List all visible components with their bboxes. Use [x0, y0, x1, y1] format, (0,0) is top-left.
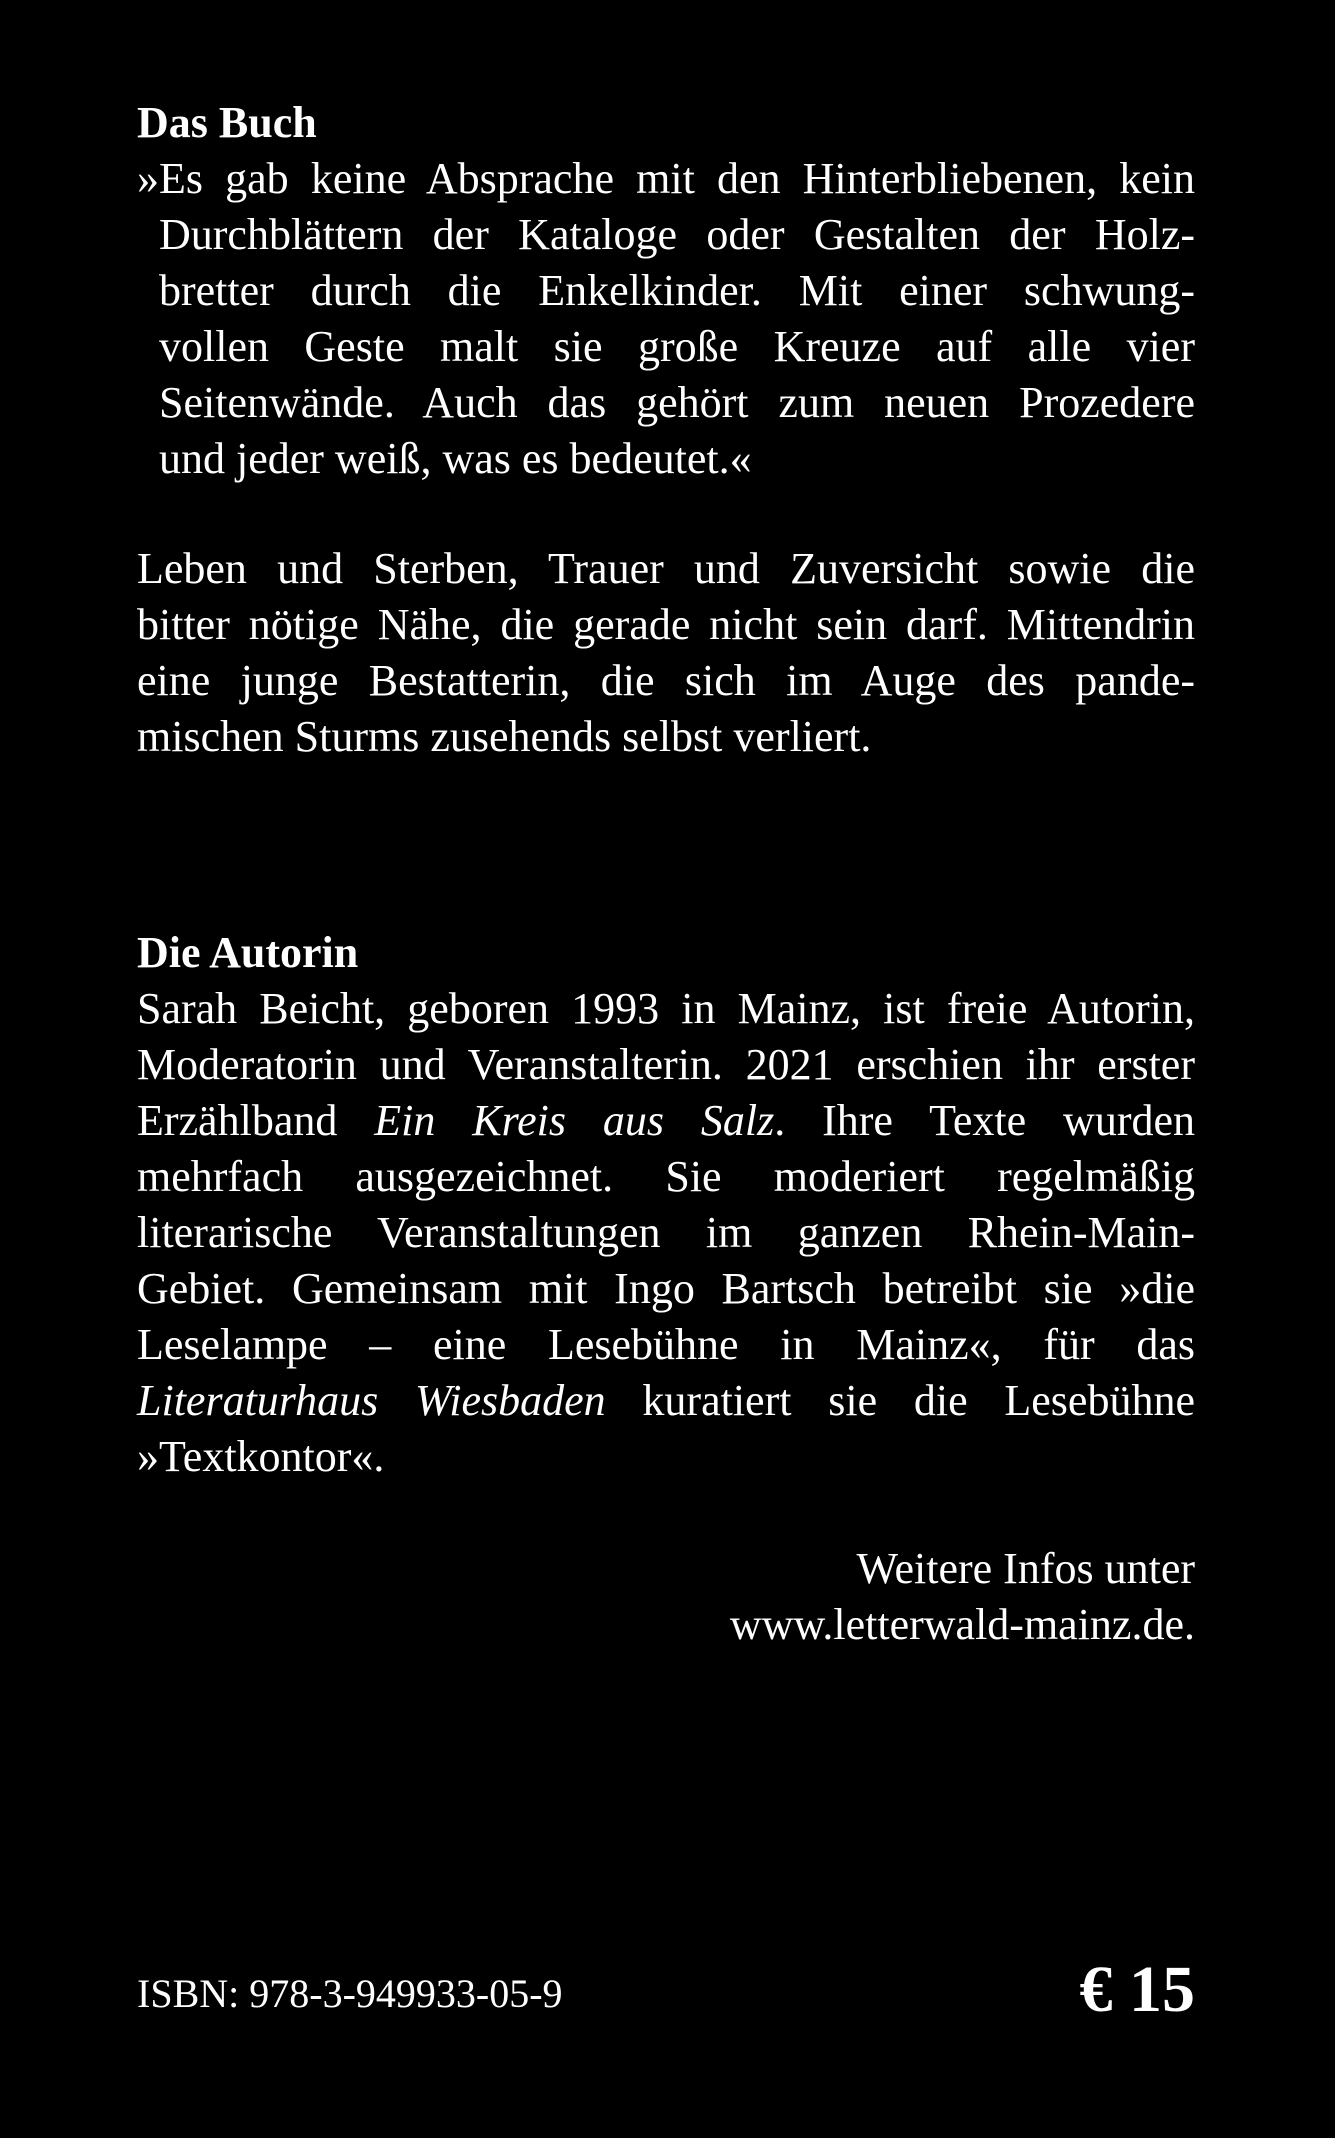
quote-line-2: Durchblättern der Kataloge oder Gestalten der Holz-	[159, 210, 1195, 259]
more-info	[730, 1541, 1195, 1653]
quote-line-4: vollen Geste malt sie große Kreuze auf alle vier	[159, 322, 1195, 371]
more-info-line-1: Weitere Infos unter	[856, 1544, 1195, 1593]
bio-line-3-pre: Erzählband	[137, 1096, 375, 1145]
bio-line-8-post: kuratiert sie die Lesebühne	[605, 1376, 1195, 1425]
book-title: Ein Kreis aus Salz	[374, 1096, 775, 1145]
summary-line-1: Leben und Sterben, Trauer und Zuversicht sowie die	[137, 544, 1195, 593]
bio-line-9: »Textkontor«.	[137, 1432, 385, 1481]
summary-line-2: bitter nötige Nähe, die gerade nicht sein darf. Mittendrin	[137, 600, 1195, 649]
summary-line-3: eine junge Bestatterin, die sich im Auge des pande-	[137, 656, 1195, 705]
bio-line-2: Moderatorin und Veranstalterin. 2021 erschien ihr erster	[137, 1040, 1195, 1089]
book-heading: Das Buch	[137, 98, 317, 147]
author-bio	[137, 981, 1195, 1485]
back-cover	[137, 0, 1195, 2138]
isbn: ISBN: 978-3-949933-05-9	[137, 1971, 563, 2016]
quote-line-6: und jeder weiß, was es bedeutet.«	[159, 434, 752, 483]
literaturhaus-title: Literaturhaus Wiesbaden	[137, 1376, 606, 1425]
author-heading: Die Autorin	[137, 928, 359, 977]
quote-line-1: »Es gab keine Absprache mit den Hinterbliebenen, kein	[137, 154, 1195, 203]
quote-line-5: Seitenwände. Auch das gehört zum neuen Prozedere	[159, 378, 1195, 427]
bio-line-3	[137, 1093, 1195, 1149]
bio-line-7: Leselampe – eine Lesebühne in Mainz«, für das	[137, 1320, 1195, 1369]
bio-line-6: Gebiet. Gemeinsam mit Ingo Bartsch betreibt sie »die	[137, 1264, 1195, 1313]
book-summary	[137, 541, 1195, 765]
book-quote	[137, 151, 1195, 487]
bio-line-8	[137, 1373, 1195, 1429]
bio-line-1: Sarah Beicht, geboren 1993 in Mainz, ist freie Autorin,	[137, 984, 1195, 1033]
quote-line-3: bretter durch die Enkelkinder. Mit einer schwung-	[159, 266, 1195, 315]
bio-line-3-post: . Ihre Texte wurden	[774, 1096, 1196, 1145]
bio-line-4: mehrfach ausgezeichnet. Sie moderiert regelmäßig	[137, 1152, 1195, 1201]
summary-line-4: mischen Sturms zusehends selbst verliert.	[137, 712, 872, 761]
price: € 15	[1079, 1953, 1195, 2026]
bio-line-5: literarische Veranstaltungen im ganzen Rhein-Main-	[137, 1208, 1195, 1257]
website-link[interactable]: www.letterwald-mainz.de.	[729, 1600, 1195, 1649]
